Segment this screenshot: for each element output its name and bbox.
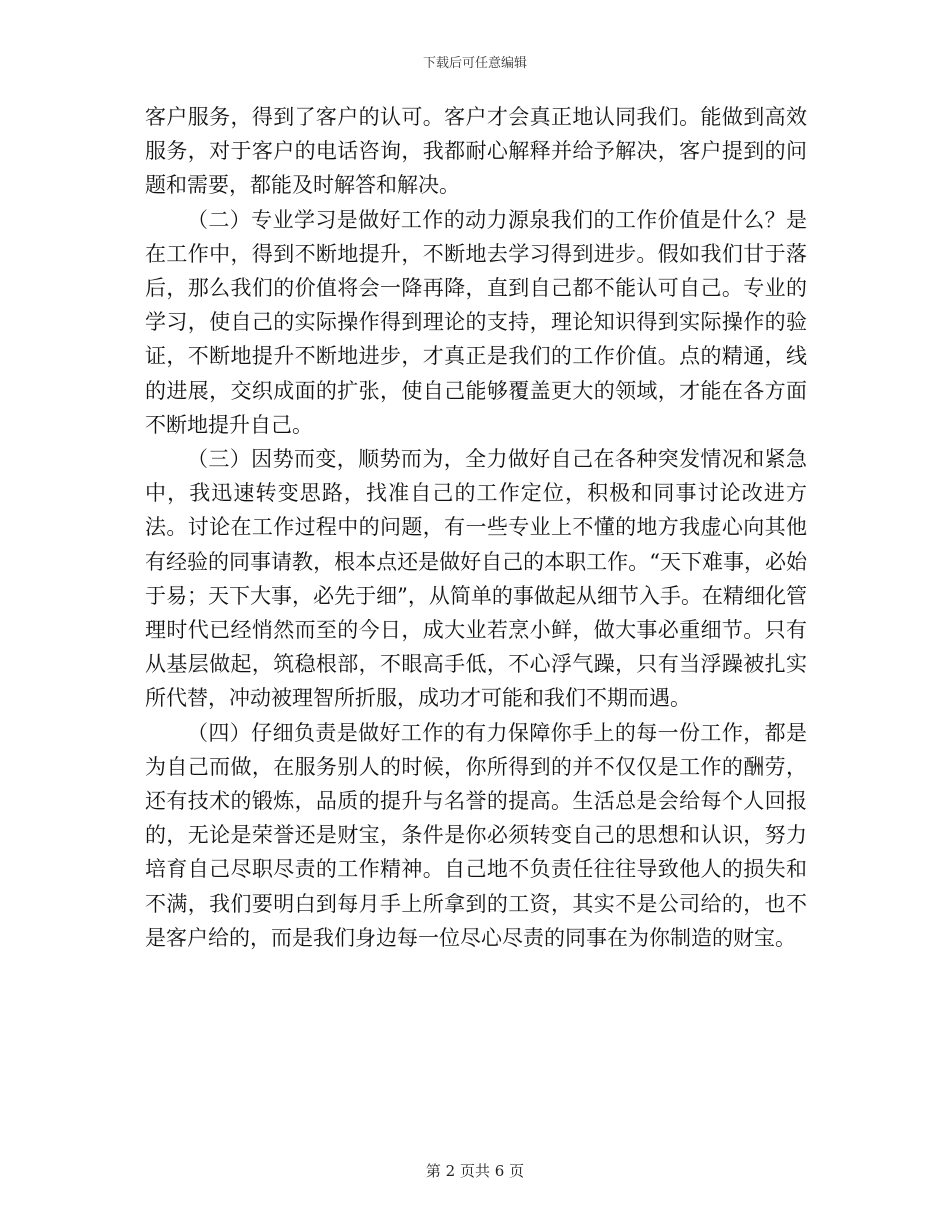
paragraph-section-4: （四）仔细负责是做好工作的有力保障你手上的每一份工作，都是为自己而做，在服务别人的时候，你所得到的并不仅仅是工作的酬劳，还有技术的锻炼，品质的提升与名誉的提高。生活总是会给每个人回报的，无论是荣誉还是财宝，条件是你必须转变自己的思想和认识，努力培育自己尽职尽责的工作精神。自己地不负责任往往导致他人的损失和不满，我们要明白到每月手上所拿到的工资，其实不是公司给的，也不是客户给的，而是我们身边每一位尽心尽责的同事在为你制造的财宝。	[145, 720, 807, 950]
document-body	[145, 100, 807, 955]
page-number: 第 2 页共 6 页	[425, 1162, 525, 1180]
page-header-note: 下载后可任意编辑	[422, 56, 527, 71]
paragraph-section-2: （二）专业学习是做好工作的动力源泉我们的工作价值是什么？是在工作中，得到不断地提升，不断地去学习得到进步。假如我们甘于落后，那么我们的价值将会一降再降，直到自己都不能认可自己。专业的学习，使自己的实际操作得到理论的支持，理论知识得到实际操作的验证，不断地提升不断地进步，才真正是我们的工作价值。点的精通，线的进展，交织成面的扩张，使自己能够覆盖更大的领域，才能在各方面不断地提升自己。	[145, 207, 807, 437]
paragraph-continuation: 客户服务，得到了客户的认可。客户才会真正地认同我们。能做到高效服务，对于客户的电话咨询，我都耐心解释并给予解决，客户提到的问题和需要，都能及时解答和解决。	[145, 105, 807, 198]
paragraph-section-3: （三）因势而变，顺势而为，全力做好自己在各种突发情况和紧急中，我迅速转变思路，找准自己的工作定位，积极和同事讨论改进方法。讨论在工作过程中的问题，有一些专业上不懂的地方我虚心向其他有经验的同事请教，根本点还是做好自己的本职工作。“天下难事，必始于易；天下大事，必先于细”，从简单的事做起从细节入手。在精细化管理时代已经悄然而至的今日，成大业若烹小鲜，做大事必重细节。只有从基层做起，筑稳根部，不眼高手低，不心浮气躁，只有当浮躁被扎实所代替，冲动被理智所折服，成功才可能和我们不期而遇。	[145, 447, 807, 711]
